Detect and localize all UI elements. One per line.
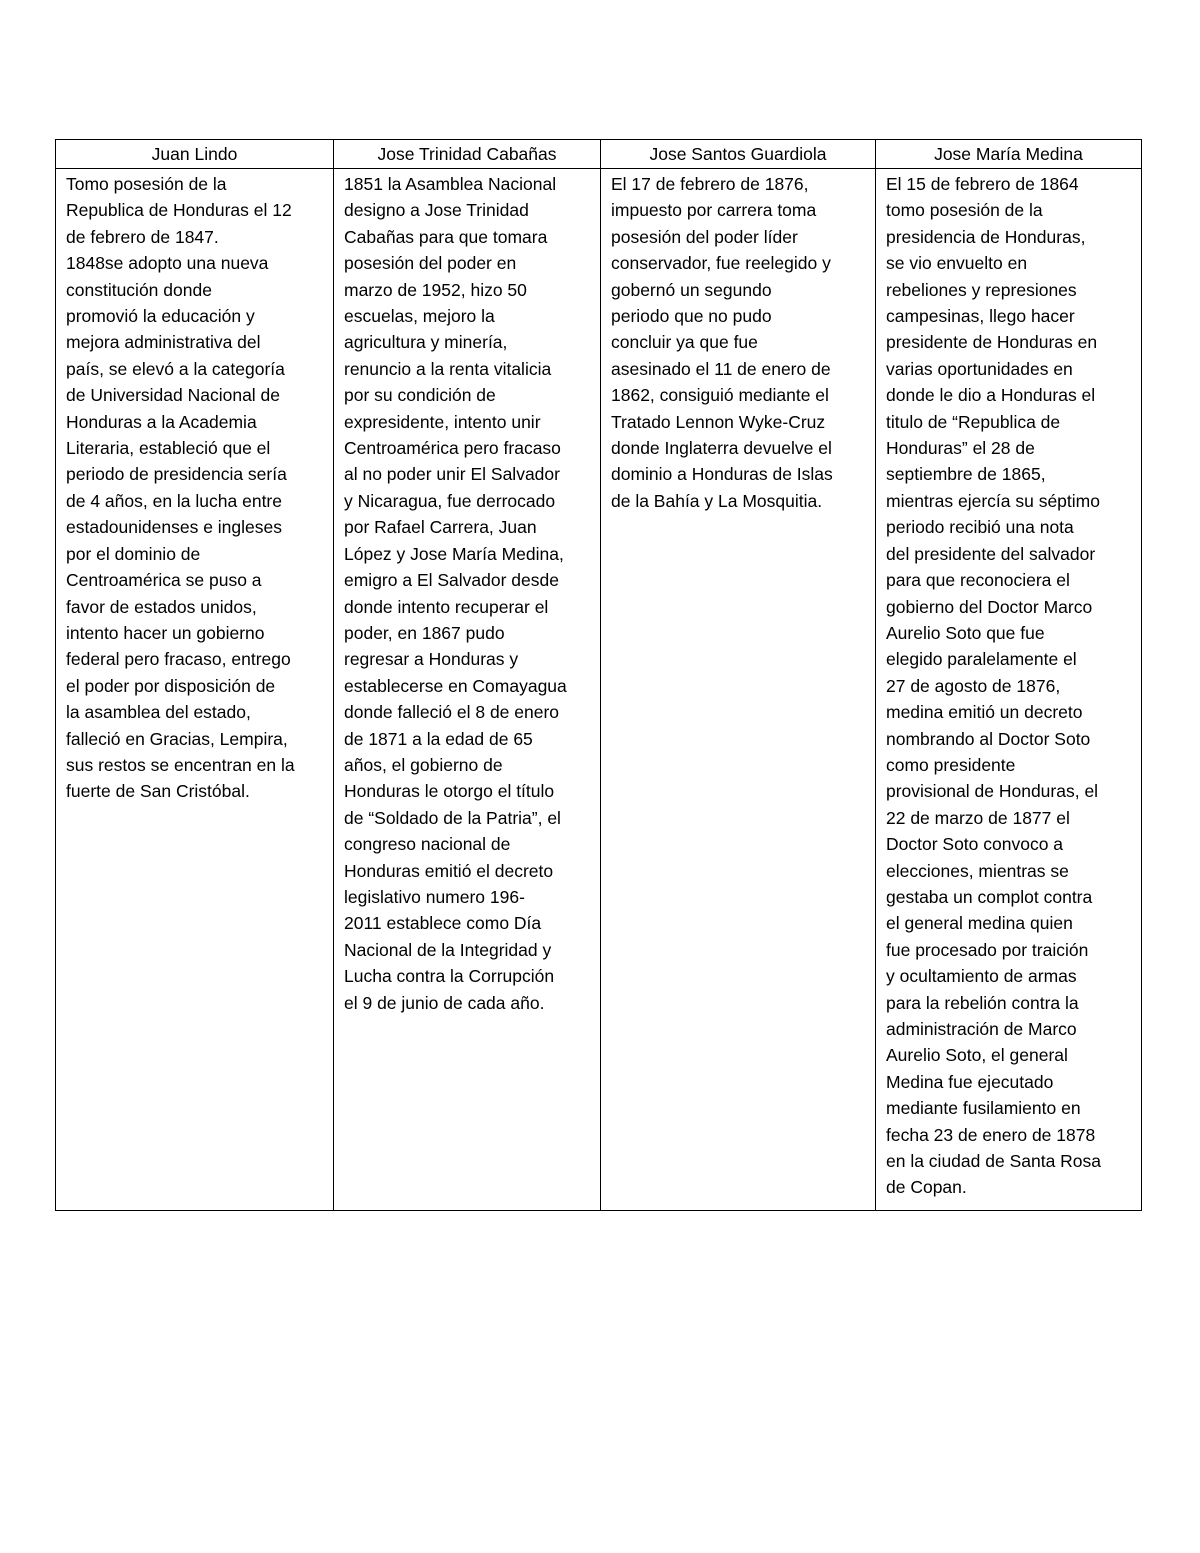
cell-jose-santos-guardiola [601,169,876,1211]
cell-juan-lindo [56,169,334,1211]
table-header-row [56,140,1142,169]
cell-jose-trinidad-cabanas [334,169,601,1211]
cell-text-jose-santos-guardiola: El 17 de febrero de 1876, impuesto por carrera toma posesión del poder líder conservador, fue reelegido y gobernó un segundo periodo que no pudo concluir ya que fue asesinado el 11 de enero de 1862, consiguió mediante el Tratado Lennon Wyke-Cruz donde Inglaterra devuelve el dominio a Honduras de Islas de la Bahía y La Mosquitia. [611,174,833,511]
cell-text-jose-trinidad-cabanas: 1851 la Asamblea Nacional designo a Jose Trinidad Cabañas para que tomara posesión del poder en marzo de 1952, hizo 50 escuelas, mejoro la agricultura y minería, renuncio a la renta vitalicia por su condición de expresidente, intento unir Centroamérica pero fracaso al no poder unir El Salvador y Nicaragua, fue derrocado por Rafael Carrera, Juan López y Jose María Medina, emigro a El Salvador desde donde intento recuperar el poder, en 1867 pudo regresar a Honduras y establecerse en Comayagua donde falleció el 8 de enero de 1871 a la edad de 65 años, el gobierno de Honduras le otorgo el título de “Soldado de la Patria”, el congreso nacional de Honduras emitió el decreto legislativo numero 196- 2011 establece como Día Nacional de la Integridad y Lucha contra la Corrupción el 9 de junio de cada año. [344,174,567,1013]
table-row [56,169,1142,1211]
cell-text-juan-lindo: Tomo posesión de la Republica de Honduras el 12 de febrero de 1847. 1848se adopto una nueva constitución donde promovió la educación y mejora administrativa del país, se elevó a la categoría de Universidad Nacional de Honduras a la Academia Literaria, estableció que el periodo de presidencia sería de 4 años, en la lucha entre estadounidenses e ingleses por el dominio de Centroamérica se puso a favor de estados unidos, intento hacer un gobierno federal pero fracaso, entrego el poder por disposición de la asamblea del estado, falleció en Gracias, Lempira, sus restos se encentran en la fuerte de San Cristóbal. [66,174,295,802]
cell-text-jose-maria-medina: El 15 de febrero de 1864 tomo posesión de la presidencia de Honduras, se vio envuelto en rebeliones y represiones campesinas, llego hacer presidente de Honduras en varias oportunidades en donde le dio a Honduras el titulo de “Republica de Honduras” el 28 de septiembre de 1865, mientras ejercía su séptimo periodo recibió una nota del presidente del salvador para que reconociera el gobierno del Doctor Marco Aurelio Soto que fue elegido paralelamente el 27 de agosto de 1876, medina emitió un decreto nombrando al Doctor Soto como presidente provisional de Honduras, el 22 de marzo de 1877 el Doctor Soto convoco a elecciones, mientras se gestaba un complot contra el general medina quien fue procesado por traición y ocultamiento de armas para la rebelión contra la administración de Marco Aurelio Soto, el general Medina fue ejecutado mediante fusilamiento en fecha 23 de enero de 1878 en la ciudad de Santa Rosa de Copan. [886,174,1102,1198]
column-header-juan-lindo: Juan Lindo [56,140,334,169]
presidents-table [55,139,1142,1211]
column-header-jose-trinidad-cabanas: Jose Trinidad Cabañas [334,140,601,169]
column-header-jose-maria-medina: Jose María Medina [876,140,1142,169]
cell-jose-maria-medina [876,169,1142,1211]
column-header-jose-santos-guardiola: Jose Santos Guardiola [601,140,876,169]
